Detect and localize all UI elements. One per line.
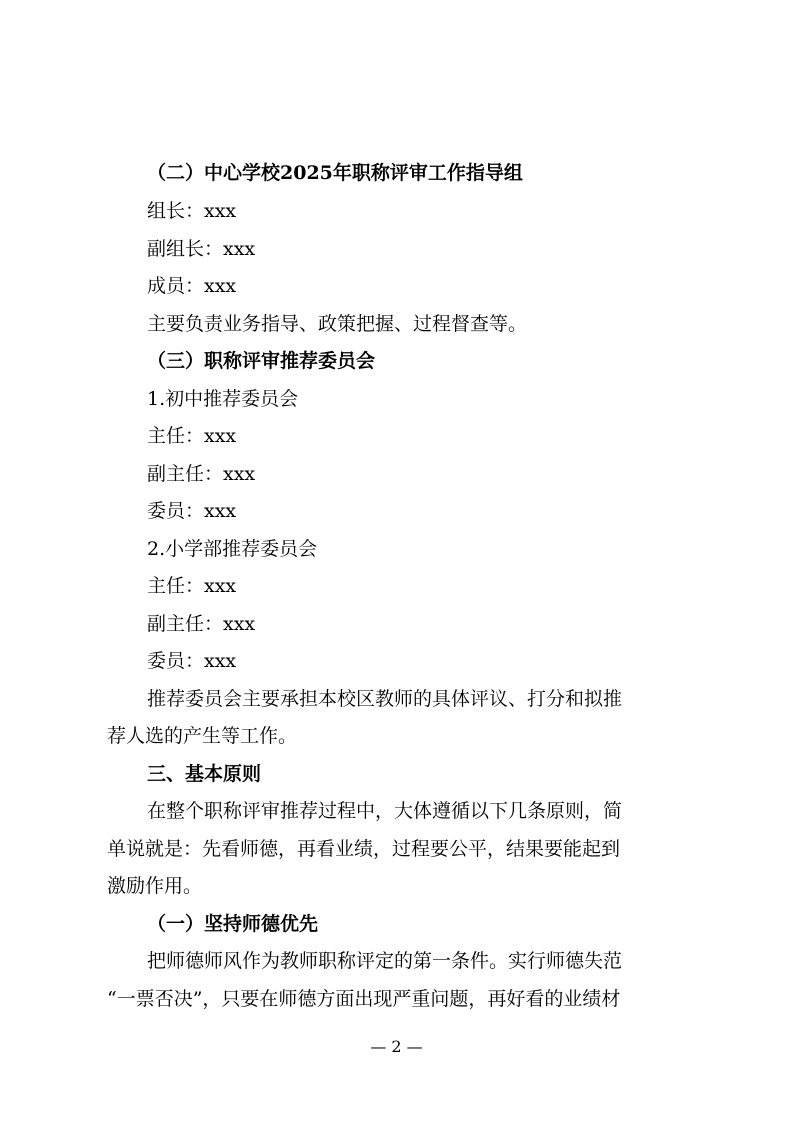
primary-committee-heading: 2.小学部推荐委员会 bbox=[147, 538, 318, 560]
deputy-leader-line: 副组长：xxx bbox=[147, 238, 256, 260]
junior-committee-heading: 1.初中推荐委员会 bbox=[147, 388, 299, 410]
members-line: 成员：xxx bbox=[147, 275, 237, 297]
primary-members-line: 委员：xxx bbox=[147, 650, 237, 672]
section-heading-basic-principles: 三、基本原则 bbox=[147, 763, 262, 785]
junior-director-line: 主任：xxx bbox=[147, 425, 237, 447]
primary-deputy-director-line: 副主任：xxx bbox=[147, 613, 256, 635]
page-number: — 2 — bbox=[370, 1037, 423, 1056]
ethics-paragraph-line-2: “一票否决”，只要在师德方面出现严重问题，再好看的业绩材 bbox=[107, 988, 621, 1010]
committee-duty-line-2: 荐人选的产生等工作。 bbox=[107, 725, 298, 747]
junior-members-line: 委员：xxx bbox=[147, 500, 237, 522]
subsection-heading-ethics-first: （一）坚持师德优先 bbox=[147, 913, 319, 935]
group-leader-line: 组长：xxx bbox=[147, 200, 237, 222]
ethics-paragraph-line-1: 把师德师风作为教师职称评定的第一条件。实行师德失范 bbox=[147, 950, 623, 972]
principles-paragraph-line-2: 单说就是：先看师德，再看业绩，过程要公平，结果要能起到 bbox=[107, 838, 621, 860]
section-heading-guidance-group: （二）中心学校2025年职称评审工作指导组 bbox=[147, 162, 523, 184]
committee-duty-line-1: 推荐委员会主要承担本校区教师的具体评议、打分和拟推 bbox=[147, 688, 623, 710]
junior-deputy-director-line: 副主任：xxx bbox=[147, 463, 256, 485]
principles-paragraph-line-3: 激励作用。 bbox=[107, 875, 203, 897]
section-heading-committee: （三）职称评审推荐委员会 bbox=[147, 350, 376, 372]
responsibility-line: 主要负责业务指导、政策把握、过程督查等。 bbox=[147, 313, 528, 335]
principles-paragraph-line-1: 在整个职称评审推荐过程中，大体遵循以下几条原则，简 bbox=[147, 800, 623, 822]
primary-director-line: 主任：xxx bbox=[147, 575, 237, 597]
